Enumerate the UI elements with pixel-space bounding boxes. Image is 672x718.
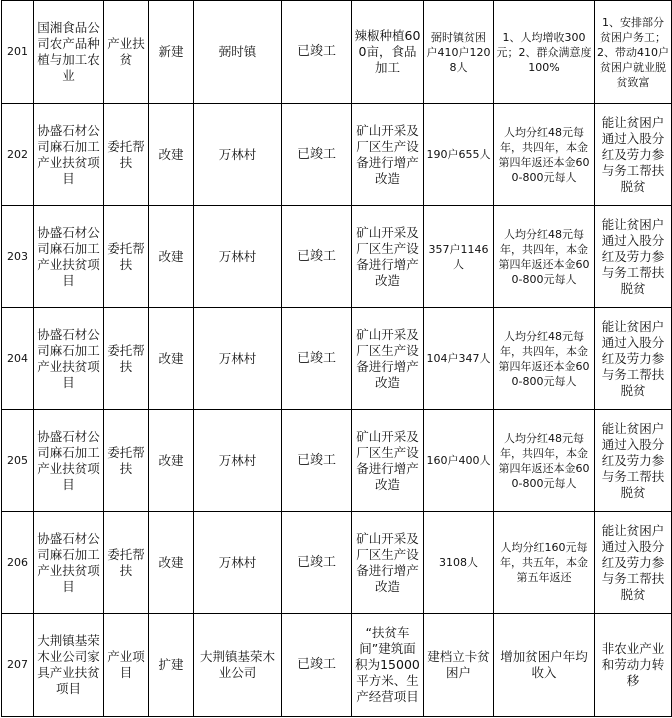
table-row	[2, 104, 672, 206]
project-location: 万林村	[194, 308, 282, 410]
table-body	[2, 1, 672, 717]
beneficiaries: 3108人	[424, 512, 494, 614]
project-status: 已竣工	[282, 614, 352, 717]
project-status: 已竣工	[282, 206, 352, 308]
table-row	[2, 410, 672, 512]
project-status: 已竣工	[282, 1, 352, 104]
project-content: 矿山开采及厂区生产设备进行增产改造	[352, 410, 424, 512]
benefit-mechanism: 能让贫困户通过入股分红及劳力参与务工帮扶脱贫	[595, 104, 672, 206]
table-row	[2, 512, 672, 614]
table-row	[2, 614, 672, 717]
project-status: 已竣工	[282, 104, 352, 206]
benefit-mechanism: 能让贫困户通过入股分红及劳力参与务工帮扶脱贫	[595, 410, 672, 512]
project-name: 国湘食品公司农产品种植与加工农业	[34, 1, 104, 104]
project-category: 委托帮扶	[104, 512, 149, 614]
beneficiaries: 190户655人	[424, 104, 494, 206]
project-name: 协盛石材公司麻石加工产业扶贫项目	[34, 104, 104, 206]
project-category: 委托帮扶	[104, 410, 149, 512]
project-category: 委托帮扶	[104, 308, 149, 410]
project-status: 已竣工	[282, 512, 352, 614]
project-name: 协盛石材公司麻石加工产业扶贫项目	[34, 308, 104, 410]
benefit: 1、人均增收300元；2、群众满意度100%	[494, 1, 595, 104]
beneficiaries: 弼时镇贫困户410户1208人	[424, 1, 494, 104]
benefit-mechanism: 1、安排部分贫困户务工；2、带动410户贫困户就业脱贫致富	[595, 1, 672, 104]
project-table	[1, 0, 672, 717]
table-row	[2, 1, 672, 104]
project-category: 委托帮扶	[104, 104, 149, 206]
project-location: 万林村	[194, 410, 282, 512]
project-content: 矿山开采及厂区生产设备进行增产改造	[352, 104, 424, 206]
project-content: 辣椒种植600亩，食品加工	[352, 1, 424, 104]
construction-type: 改建	[149, 410, 194, 512]
project-location: 万林村	[194, 206, 282, 308]
construction-type: 改建	[149, 308, 194, 410]
benefit: 人均分红48元每年，共四年，本金第四年返还本金600-800元每人	[494, 104, 595, 206]
project-name: 协盛石材公司麻石加工产业扶贫项目	[34, 512, 104, 614]
project-name: 协盛石材公司麻石加工产业扶贫项目	[34, 410, 104, 512]
row-number: 207	[2, 614, 34, 717]
benefit-mechanism: 能让贫困户通过入股分红及劳力参与务工帮扶脱贫	[595, 308, 672, 410]
benefit: 人均分红48元每年，共四年，本金第四年返还本金600-800元每人	[494, 308, 595, 410]
construction-type: 改建	[149, 104, 194, 206]
row-number: 203	[2, 206, 34, 308]
row-number: 204	[2, 308, 34, 410]
project-content: “扶贫车间”建筑面积为15000平方米、生产经营项目	[352, 614, 424, 717]
project-category: 委托帮扶	[104, 206, 149, 308]
beneficiaries: 357户1146人	[424, 206, 494, 308]
benefit: 人均分红48元每年，共四年，本金第四年返还本金600-800元每人	[494, 206, 595, 308]
table-row	[2, 206, 672, 308]
construction-type: 改建	[149, 206, 194, 308]
project-status: 已竣工	[282, 308, 352, 410]
beneficiaries: 建档立卡贫困户	[424, 614, 494, 717]
project-name: 协盛石材公司麻石加工产业扶贫项目	[34, 206, 104, 308]
construction-type: 新建	[149, 1, 194, 104]
benefit: 增加贫困户年均收入	[494, 614, 595, 717]
project-status: 已竣工	[282, 410, 352, 512]
row-number: 202	[2, 104, 34, 206]
project-name: 大荆镇基荣木业公司家具产业扶贫项目	[34, 614, 104, 717]
beneficiaries: 160户400人	[424, 410, 494, 512]
project-location: 万林村	[194, 512, 282, 614]
project-category: 产业项目	[104, 614, 149, 717]
construction-type: 改建	[149, 512, 194, 614]
benefit: 人均分红48元每年，共四年，本金第四年返还本金600-800元每人	[494, 410, 595, 512]
beneficiaries: 104户347人	[424, 308, 494, 410]
project-location: 大荆镇基荣木业公司	[194, 614, 282, 717]
project-content: 矿山开采及厂区生产设备进行增产改造	[352, 512, 424, 614]
row-number: 201	[2, 1, 34, 104]
benefit-mechanism: 非农业产业和劳动力转移	[595, 614, 672, 717]
project-location: 弼时镇	[194, 1, 282, 104]
project-content: 矿山开采及厂区生产设备进行增产改造	[352, 308, 424, 410]
benefit: 人均分红160元每年，共五年，本金第五年返还	[494, 512, 595, 614]
project-category: 产业扶贫	[104, 1, 149, 104]
row-number: 205	[2, 410, 34, 512]
table-row	[2, 308, 672, 410]
project-content: 矿山开采及厂区生产设备进行增产改造	[352, 206, 424, 308]
row-number: 206	[2, 512, 34, 614]
benefit-mechanism: 能让贫困户通过入股分红及劳力参与务工帮扶脱贫	[595, 512, 672, 614]
benefit-mechanism: 能让贫困户通过入股分红及劳力参与务工帮扶脱贫	[595, 206, 672, 308]
project-location: 万林村	[194, 104, 282, 206]
construction-type: 扩建	[149, 614, 194, 717]
